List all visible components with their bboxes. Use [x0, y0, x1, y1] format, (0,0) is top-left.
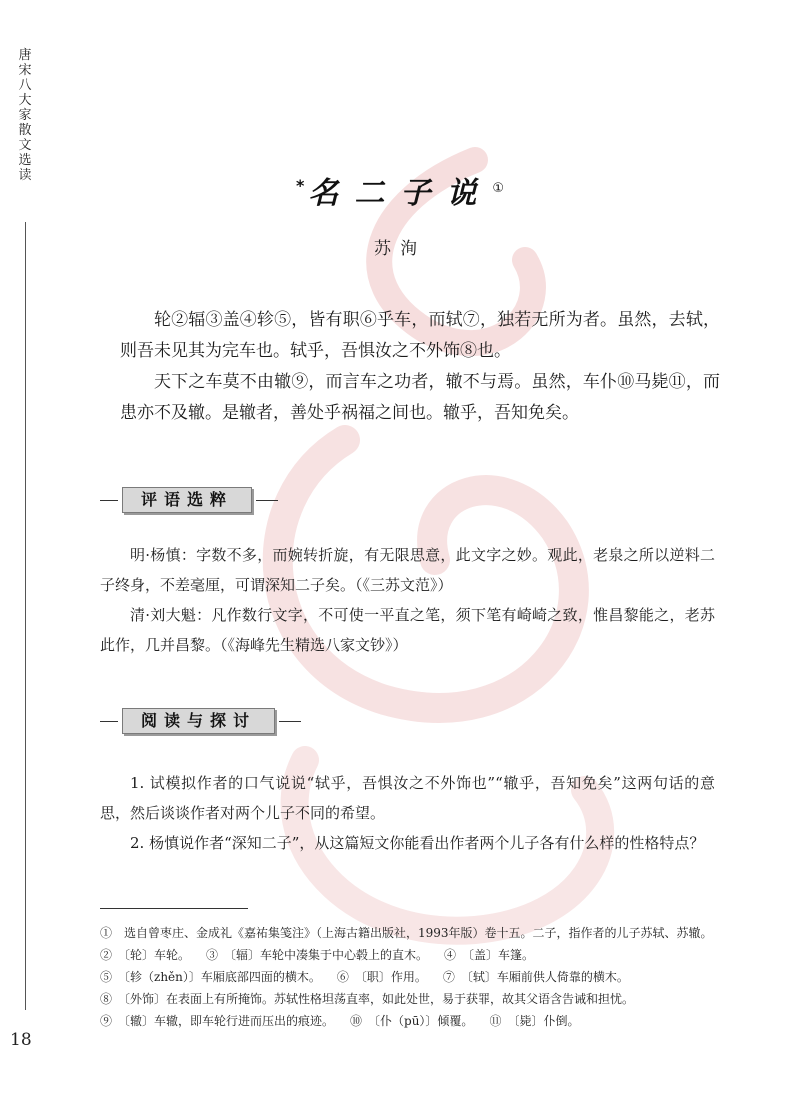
footnotes [100, 922, 720, 1032]
title-text: 名二子说 [308, 176, 493, 211]
footnote: ⑨ 〔辙〕车辙，即车轮行进而压出的痕迹。 [100, 1014, 335, 1028]
footnote: ④ 〔盖〕车篷。 [444, 948, 535, 962]
footnote-line [100, 1010, 720, 1032]
article-body [120, 305, 720, 429]
footnote: ⑪ 〔毙〕仆倒。 [489, 1014, 580, 1028]
article-paragraph: 轮②辐③盖④轸⑤，皆有职⑥乎车，而轼⑦，独若无所为者。虽然，去轼，则吾未见其为完车也。轼乎，吾惧汝之不外饰⑧也。 [120, 310, 720, 361]
title-footnote-marker: ① [492, 181, 505, 196]
question-item: 1. 试模拟作者的口气说说“轼乎，吾惧汝之不外饰也”“辙乎，吾知免矣”这两句话的意思，然后谈谈作者对两个儿子不同的希望。 [100, 774, 715, 822]
questions-section-header [100, 708, 332, 734]
comments-section-header [100, 487, 332, 513]
required-marker: * [295, 176, 305, 195]
margin-rule [25, 222, 26, 1010]
header-rule-right [279, 721, 301, 722]
header-rule-left [100, 721, 118, 722]
header-rule-right [256, 500, 278, 501]
questions-heading: 阅读与探讨 [122, 708, 275, 734]
footnote: ⑥ 〔职〕作用。 [336, 970, 427, 984]
article-author: 苏洵 [374, 239, 426, 259]
comment-item: 清·刘大魁：凡作数行文字，不可使一平直之笔，须下笔有崎崎之致，惟昌黎能之，老苏此作，几并昌黎。（《海峰先生精选八家文钞》） [100, 606, 715, 654]
comments-list [100, 540, 715, 660]
footnote-line [100, 944, 720, 966]
comments-heading: 评语选粹 [122, 487, 252, 513]
footnote-line [100, 988, 720, 1010]
footnote: ③ 〔辐〕车轮中凑集于中心毂上的直木。 [206, 948, 429, 962]
question-item: 2. 杨慎说作者“深知二子”，从这篇短文你能看出作者两个儿子各有什么样的性格特点？ [130, 834, 705, 852]
header-rule-left [100, 500, 118, 501]
footnote: ⑦ 〔轼〕车厢前供人倚靠的横木。 [442, 970, 629, 984]
comment-item: 明·杨慎：字数不多，而婉转折旋，有无限思意，此文字之妙。观此，老泉之所以逆料二子终身，不差毫厘，可谓深知二子矣。（《三苏文范》） [100, 546, 715, 594]
article-header [0, 168, 800, 259]
footnote-line [100, 966, 720, 988]
footnote: ⑤ 〔轸（zhěn）〕车厢底部四面的横木。 [100, 970, 321, 984]
footnote: ② 〔轮〕车轮。 [100, 948, 191, 962]
article-paragraph: 天下之车莫不由辙⑨，而言车之功者，辙不与焉。虽然，车仆⑩马毙⑪，而患亦不及辙。是辙者，善处乎祸福之间也。辙乎，吾知免矣。 [120, 372, 720, 423]
series-title: 唐宋八大家散文选读 [18, 48, 32, 183]
footnote-line [100, 922, 720, 944]
footnote: ⑩ 〔仆（pū）〕倾覆。 [350, 1014, 474, 1028]
article-title [0, 168, 800, 212]
footnote: ① 选自曾枣庄、金成礼《嘉祐集笺注》（上海古籍出版社，1993年版）卷十五。二子，指作者的儿子苏轼、苏辙。 [100, 926, 713, 940]
footnote-separator [100, 908, 248, 909]
footnote: ⑧ 〔外饰〕在表面上有所掩饰。苏轼性格坦荡直率，如此处世，易于获罪，故其父语含告诫和担忧。 [100, 992, 635, 1006]
questions-list [100, 768, 715, 858]
page-number: 18 [10, 1030, 32, 1050]
